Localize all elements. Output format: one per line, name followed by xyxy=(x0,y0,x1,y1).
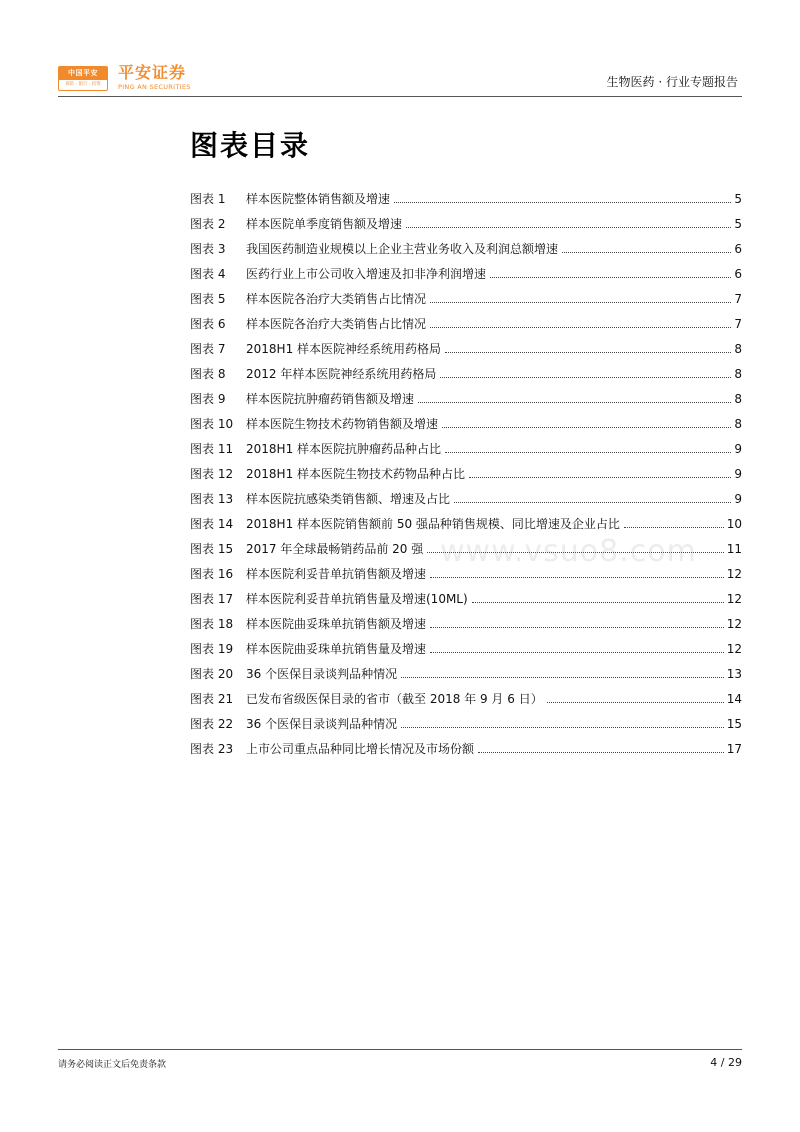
toc-entry[interactable] xyxy=(190,711,742,736)
toc-figure-title: 样本医院各治疗大类销售占比情况 xyxy=(246,292,427,306)
toc-dot-leader xyxy=(406,227,731,228)
brand-wordmark xyxy=(118,63,191,92)
toc-figure-title: 上市公司重点品种同比增长情况及市场份额 xyxy=(246,742,475,756)
toc-page-number: 15 xyxy=(726,716,742,731)
header-divider xyxy=(58,96,742,97)
toc-figure-number: 图表 1 xyxy=(190,192,226,206)
toc-page-number: 12 xyxy=(726,566,742,581)
page-title: 图表目录 xyxy=(190,129,311,162)
watermark: www.vsuo8.com xyxy=(440,534,697,569)
toc-figure-title: 样本医院曲妥珠单抗销售量及增速 xyxy=(246,642,427,656)
toc-dot-leader xyxy=(440,377,731,378)
toc-entry[interactable] xyxy=(190,511,742,536)
toc-dot-leader xyxy=(401,727,724,728)
toc-dot-leader xyxy=(430,627,724,628)
toc-page-number: 9 xyxy=(734,466,742,481)
logo-group-text: 中国平安 xyxy=(59,67,107,80)
toc-dot-leader xyxy=(490,277,731,278)
toc-figure-number: 图表 22 xyxy=(190,717,234,731)
toc-entry[interactable] xyxy=(190,386,742,411)
logo-tagline: 保险 · 银行 · 投资 xyxy=(65,82,101,87)
toc-figure-number: 图表 4 xyxy=(190,267,226,281)
toc-figure-number: 图表 11 xyxy=(190,442,234,456)
toc-dot-leader xyxy=(394,202,731,203)
toc-page-number: 8 xyxy=(734,416,742,431)
toc-entry[interactable] xyxy=(190,586,742,611)
toc-dot-leader xyxy=(562,252,731,253)
brand-name-en: PING AN SECURITIES xyxy=(118,83,191,91)
toc-dot-leader xyxy=(430,327,731,328)
toc-page-number: 7 xyxy=(734,316,742,331)
toc-figure-number: 图表 17 xyxy=(190,592,234,606)
toc-entry[interactable] xyxy=(190,236,742,261)
toc-page-number: 12 xyxy=(726,616,742,631)
toc-figure-title: 样本医院曲妥珠单抗销售额及增速 xyxy=(246,617,427,631)
toc-dot-leader xyxy=(430,652,724,653)
toc-figure-number: 图表 2 xyxy=(190,217,226,231)
toc-page-number: 14 xyxy=(726,691,742,706)
toc-entry[interactable] xyxy=(190,486,742,511)
toc-dot-leader xyxy=(624,527,724,528)
toc-figure-title: 样本医院生物技术药物销售额及增速 xyxy=(246,417,439,431)
toc-entry[interactable] xyxy=(190,336,742,361)
toc-figure-title: 样本医院抗肿瘤药销售额及增速 xyxy=(246,392,415,406)
page-header xyxy=(0,0,800,100)
toc-figure-number: 图表 14 xyxy=(190,517,234,531)
toc-figure-title: 2012 年样本医院神经系统用药格局 xyxy=(246,367,437,381)
toc-figure-number: 图表 13 xyxy=(190,492,234,506)
toc-figure-title: 样本医院整体销售额及增速 xyxy=(246,192,391,206)
toc-entry[interactable] xyxy=(190,186,742,211)
toc-figure-title: 2018H1 样本医院抗肿瘤药品种占比 xyxy=(246,442,442,456)
toc-entry[interactable] xyxy=(190,611,742,636)
toc-entry[interactable] xyxy=(190,411,742,436)
toc-dot-leader xyxy=(445,452,731,453)
toc-figure-number: 图表 18 xyxy=(190,617,234,631)
toc-page-number: 8 xyxy=(734,341,742,356)
toc-page-number: 8 xyxy=(734,366,742,381)
toc-dot-leader xyxy=(547,702,724,703)
footer-divider xyxy=(58,1049,742,1050)
brand-name-cn: 平安证券 xyxy=(118,63,187,82)
toc-figure-number: 图表 9 xyxy=(190,392,226,406)
toc-figure-number: 图表 8 xyxy=(190,367,226,381)
toc-figure-title: 2018H1 样本医院生物技术药物品种占比 xyxy=(246,467,466,481)
toc-dot-leader xyxy=(469,477,731,478)
toc-entry[interactable] xyxy=(190,211,742,236)
toc-dot-leader xyxy=(442,427,731,428)
toc-entry[interactable] xyxy=(190,361,742,386)
toc-entry[interactable] xyxy=(190,736,742,761)
toc-figure-number: 图表 19 xyxy=(190,642,234,656)
toc-figure-title: 样本医院利妥昔单抗销售额及增速 xyxy=(246,567,427,581)
toc-dot-leader xyxy=(401,677,724,678)
toc-dot-leader xyxy=(478,752,724,753)
page-number: 4 / 29 xyxy=(710,1056,742,1069)
toc-figure-number: 图表 3 xyxy=(190,242,226,256)
toc-page-number: 12 xyxy=(726,641,742,656)
toc-page-number: 10 xyxy=(726,516,742,531)
toc-figure-title: 2018H1 样本医院销售额前 50 强品种销售规模、同比增速及企业占比 xyxy=(246,517,620,531)
toc-entry[interactable] xyxy=(190,436,742,461)
toc-entry[interactable] xyxy=(190,461,742,486)
toc-dot-leader xyxy=(454,502,731,503)
toc-figure-number: 图表 15 xyxy=(190,542,234,556)
toc-figure-number: 图表 7 xyxy=(190,342,226,356)
toc-figure-title: 样本医院单季度销售额及增速 xyxy=(246,217,403,231)
toc-figure-number: 图表 21 xyxy=(190,692,234,706)
toc-dot-leader xyxy=(418,402,731,403)
toc-page-number: 13 xyxy=(726,666,742,681)
toc-entry[interactable] xyxy=(190,286,742,311)
toc-page-number: 7 xyxy=(734,291,742,306)
toc-figure-title: 2018H1 样本医院神经系统用药格局 xyxy=(246,342,442,356)
toc-figure-title: 样本医院抗感染类销售额、增速及占比 xyxy=(246,492,451,506)
toc-dot-leader xyxy=(430,302,731,303)
toc-page-number: 9 xyxy=(734,441,742,456)
toc-figure-number: 图表 10 xyxy=(190,417,234,431)
toc-page-number: 11 xyxy=(726,541,742,556)
toc-figure-number: 图表 20 xyxy=(190,667,234,681)
toc-figure-title: 医药行业上市公司收入增速及扣非净利润增速 xyxy=(246,267,487,281)
toc-entry[interactable] xyxy=(190,686,742,711)
toc-dot-leader xyxy=(445,352,731,353)
figure-index-list xyxy=(190,186,742,761)
disclaimer-note: 请务必阅读正文后免责条款 xyxy=(58,1060,167,1070)
toc-figure-title: 样本医院各治疗大类销售占比情况 xyxy=(246,317,427,331)
ping-an-group-logo xyxy=(58,66,108,91)
toc-figure-title: 样本医院利妥昔单抗销售量及增速(10ML) xyxy=(246,592,468,606)
toc-figure-number: 图表 16 xyxy=(190,567,234,581)
toc-page-number: 5 xyxy=(734,191,742,206)
toc-page-number: 12 xyxy=(726,591,742,606)
toc-figure-number: 图表 6 xyxy=(190,317,226,331)
toc-page-number: 17 xyxy=(726,741,742,756)
toc-figure-number: 图表 5 xyxy=(190,292,226,306)
toc-entry[interactable] xyxy=(190,661,742,686)
toc-dot-leader xyxy=(472,602,724,603)
toc-page-number: 6 xyxy=(734,241,742,256)
toc-dot-leader xyxy=(430,577,724,578)
toc-figure-title: 2017 年全球最畅销药品前 20 强 xyxy=(246,542,424,556)
toc-entry[interactable] xyxy=(190,636,742,661)
toc-entry[interactable] xyxy=(190,311,742,336)
toc-figure-title: 我国医药制造业规模以上企业主营业务收入及利润总额增速 xyxy=(246,242,559,256)
toc-figure-title: 已发布省级医保目录的省市（截至 2018 年 9 月 6 日） xyxy=(246,692,543,706)
toc-figure-title: 36 个医保目录谈判品种情况 xyxy=(246,667,398,681)
toc-page-number: 9 xyxy=(734,491,742,506)
toc-figure-number: 图表 12 xyxy=(190,467,234,481)
toc-entry[interactable] xyxy=(190,261,742,286)
toc-figure-number: 图表 23 xyxy=(190,742,234,756)
toc-page-number: 6 xyxy=(734,266,742,281)
toc-figure-title: 36 个医保目录谈判品种情况 xyxy=(246,717,398,731)
toc-page-number: 8 xyxy=(734,391,742,406)
toc-page-number: 5 xyxy=(734,216,742,231)
report-type: 生物医药 · 行业专题报告 xyxy=(606,75,738,89)
